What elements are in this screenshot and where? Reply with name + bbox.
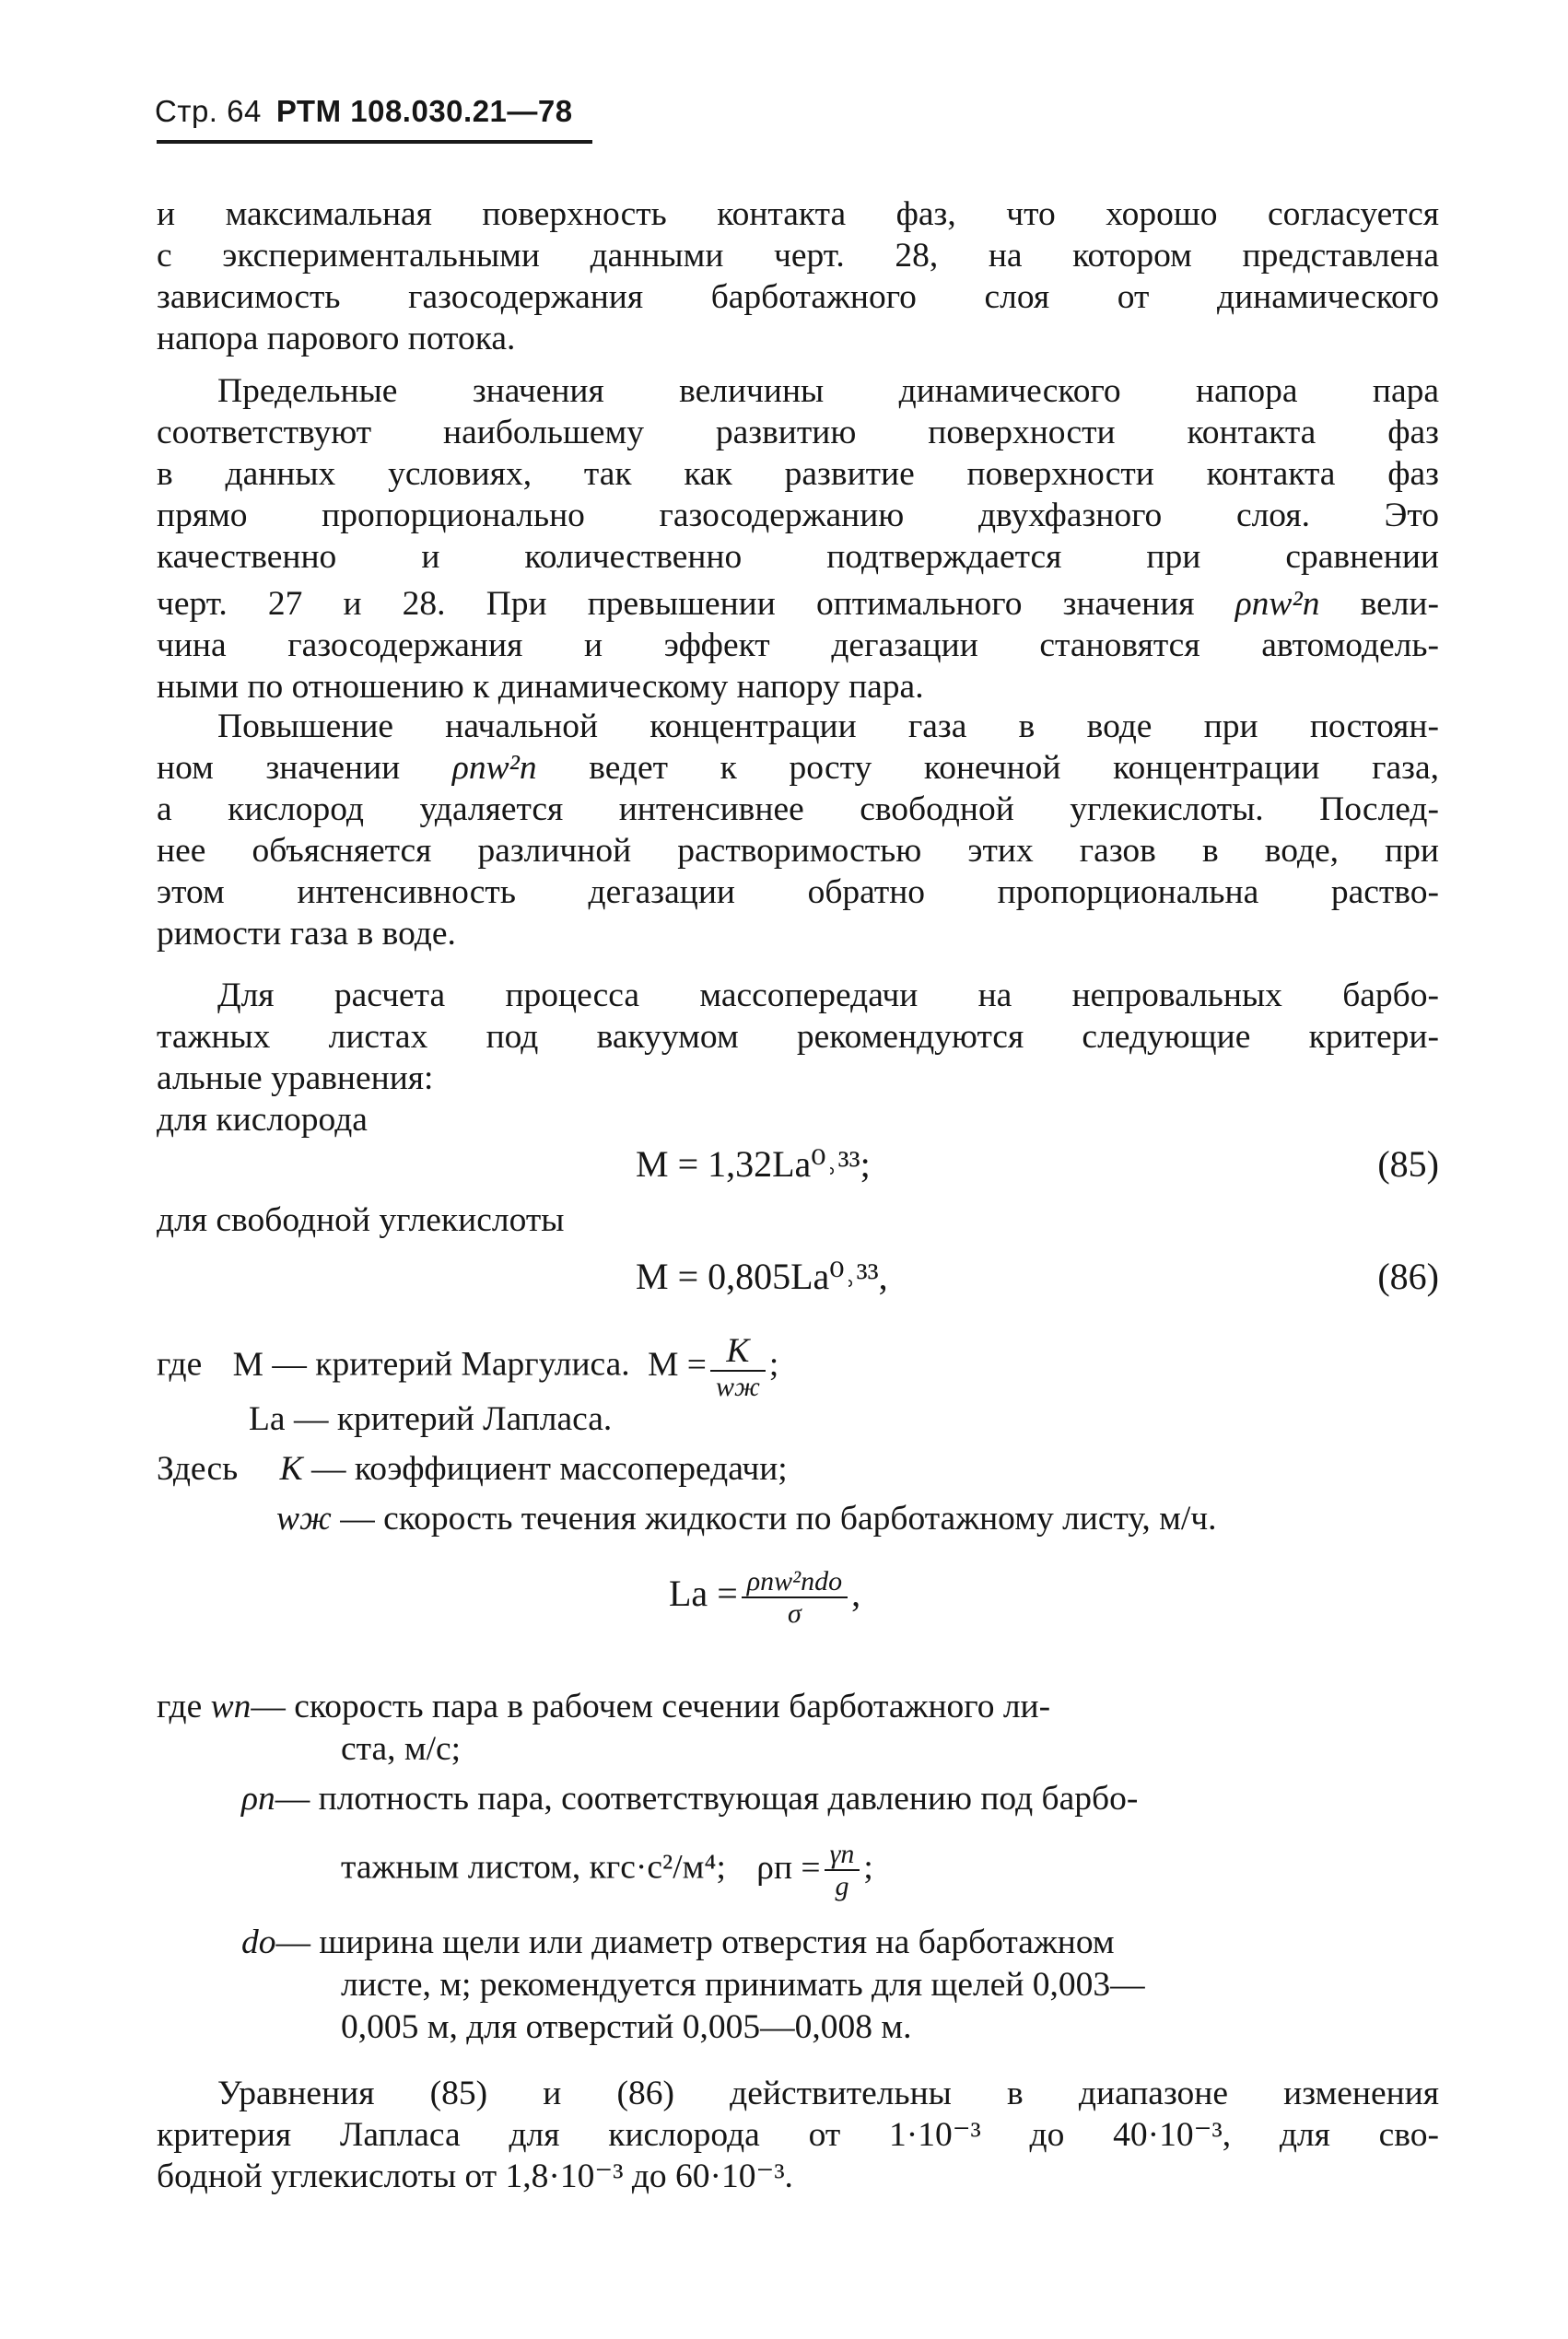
paragraph-final — [157, 2073, 1439, 2197]
page-header — [155, 94, 573, 129]
M-fraction — [710, 1332, 766, 1402]
definition-d-continued: листе, м; рекомендуется принимать для щелей 0,003— — [341, 1966, 1145, 2004]
paragraph-2 — [157, 370, 1439, 708]
text-fragment: вели- — [1319, 585, 1439, 623]
definition-text: — ширина щели или диаметр отверстия на барботажном — [275, 1924, 1115, 1961]
fraction-denominator: g — [835, 1871, 849, 1901]
rho-w2-formula: ρпw²п — [451, 749, 537, 787]
equation-number-86: (86) — [1377, 1256, 1439, 1297]
paragraph-1 — [157, 193, 1439, 359]
paragraph-4 — [157, 975, 1439, 1140]
fraction-denominator: σ — [788, 1598, 802, 1629]
rho-formula-lhs: ρп = — [756, 1848, 821, 1887]
definition-text: — плотность пара, соответствующая давлению под барбо- — [275, 1780, 1139, 1818]
text-line: Предельные значения величины динамического напора пара — [217, 372, 1439, 410]
text-fragment: ном значении — [157, 749, 452, 787]
text-line-with-formula — [157, 583, 1439, 625]
text-line: в данных условиях, так как развитие поверхности контакта фаз — [157, 455, 1439, 493]
document-code: РТМ 108.030.21—78 — [275, 94, 573, 128]
text-fragment: черт. 27 и 28. При превышении оптимального значения — [157, 585, 1235, 623]
symbol-La: La — [249, 1400, 286, 1438]
oxygen-label: для кислорода — [157, 1101, 368, 1139]
fraction-numerator: γп — [825, 1839, 860, 1871]
equation-86: М = 0,805La⁰˒³³, — [636, 1256, 888, 1297]
definition-w-zh — [276, 1498, 1217, 1539]
where-word: где — [157, 1688, 203, 1725]
definition-d-continued: 0,005 м, для отверстий 0,005—0,008 м. — [341, 2008, 912, 2046]
definition-rho-continued — [341, 1839, 873, 1901]
definition-text: — скорость течения жидкости по барботажному листу, м/ч. — [340, 1500, 1217, 1538]
rho-w2-formula: ρпw²п — [1235, 585, 1320, 623]
definition-La — [249, 1398, 612, 1440]
definition-text: — критерий Маргулиса. — [272, 1345, 630, 1384]
page-number: Стр. 64 — [155, 94, 262, 128]
text-line: зависимость газосодержания барботажного слоя от динамического — [157, 278, 1439, 316]
La-fraction — [742, 1566, 848, 1629]
definition-K — [157, 1448, 788, 1490]
header-rule — [157, 140, 592, 144]
text-line: напора парового потока. — [157, 320, 516, 357]
text-line: Для расчета процесса массопередачи на непровальных барбо- — [217, 977, 1439, 1014]
punctuation: ; — [768, 1345, 779, 1384]
text-line: и максимальная поверхность контакта фаз, что хорошо согласуется — [157, 195, 1439, 233]
equation-La — [669, 1566, 860, 1629]
text-line: а кислород удаляется интенсивнее свободной углекислоты. Послед- — [157, 790, 1439, 828]
symbol-rho: ρп — [241, 1780, 275, 1818]
rho-fraction — [825, 1839, 860, 1901]
fraction-denominator: wж — [715, 1372, 760, 1403]
definition-text-continued: ста, м/с; — [341, 1730, 462, 1768]
text-line: ными по отношению к динамическому напору пара. — [157, 668, 924, 706]
definition-text: — критерий Лапласа. — [293, 1400, 613, 1438]
text-line: соответствуют наибольшему развитию поверхности контакта фаз — [157, 414, 1439, 451]
punctuation: ; — [863, 1848, 873, 1887]
equation-85: М = 1,32La⁰˒³³; — [636, 1143, 871, 1185]
text-fragment: ведет к росту конечной концентрации газа, — [536, 749, 1439, 787]
M-formula-lhs: М = — [648, 1345, 707, 1384]
text-line-with-formula — [157, 747, 1439, 789]
text-line: качественно и количественно подтверждается при сравнении — [157, 538, 1439, 576]
text-line: Уравнения (85) и (86) действительны в диапазоне изменения — [217, 2075, 1439, 2112]
text-line: чина газосодержания и эффект дегазации становятся автомодель- — [157, 626, 1439, 664]
text-line: этом интенсивность дегазации обратно пропорциональна раство- — [157, 873, 1439, 911]
definition-text: — скорость пара в рабочем сечении барботажного ли- — [251, 1688, 1051, 1725]
punctuation: , — [851, 1573, 861, 1615]
symbol-d: dо — [241, 1924, 276, 1961]
text-line: тажных листах под вакуумом рекомендуются следующие критери- — [157, 1018, 1439, 1056]
text-line: бодной углекислоты от 1,8·10⁻³ до 60·10⁻³. — [157, 2158, 793, 2195]
text-line: альные уравнения: — [157, 1059, 434, 1097]
definition-w-p — [157, 1686, 1439, 1727]
fraction-numerator: ρпw²пdо — [742, 1566, 848, 1598]
paragraph-3 — [157, 706, 1439, 954]
text-line: римости газа в воде. — [157, 915, 456, 953]
definition-text: — коэффициент массопередачи; — [311, 1450, 788, 1488]
here-word: Здесь — [157, 1450, 239, 1488]
symbol-w-p: wп — [210, 1688, 252, 1725]
where-word: где — [157, 1345, 203, 1384]
fraction-numerator: K — [710, 1332, 766, 1372]
La-formula-lhs: La = — [669, 1573, 738, 1615]
text-line: с экспериментальными данными черт. 28, на котором представлена — [157, 237, 1439, 275]
text-line: Повышение начальной концентрации газа в воде при постоян- — [217, 708, 1439, 745]
symbol-w-zh: wж — [276, 1500, 332, 1538]
text-line: нее объясняется различной растворимостью этих газов в воде, при — [157, 832, 1439, 870]
symbol-M: М — [232, 1345, 263, 1384]
equation-number-85: (85) — [1377, 1143, 1439, 1185]
text-line: критерия Лапласа для кислорода от 1·10⁻³ до 40·10⁻³, для сво- — [157, 2116, 1439, 2154]
text-line: прямо пропорционально газосодержанию двухфазного слоя. Это — [157, 497, 1439, 534]
definition-text: тажным листом, кгс·с²/м⁴; — [341, 1848, 726, 1887]
symbol-K: K — [279, 1450, 303, 1488]
definition-M — [157, 1332, 778, 1402]
definition-d — [241, 1922, 1115, 1963]
co2-label: для свободной углекислоты — [157, 1201, 565, 1239]
definition-rho — [241, 1778, 1138, 1819]
